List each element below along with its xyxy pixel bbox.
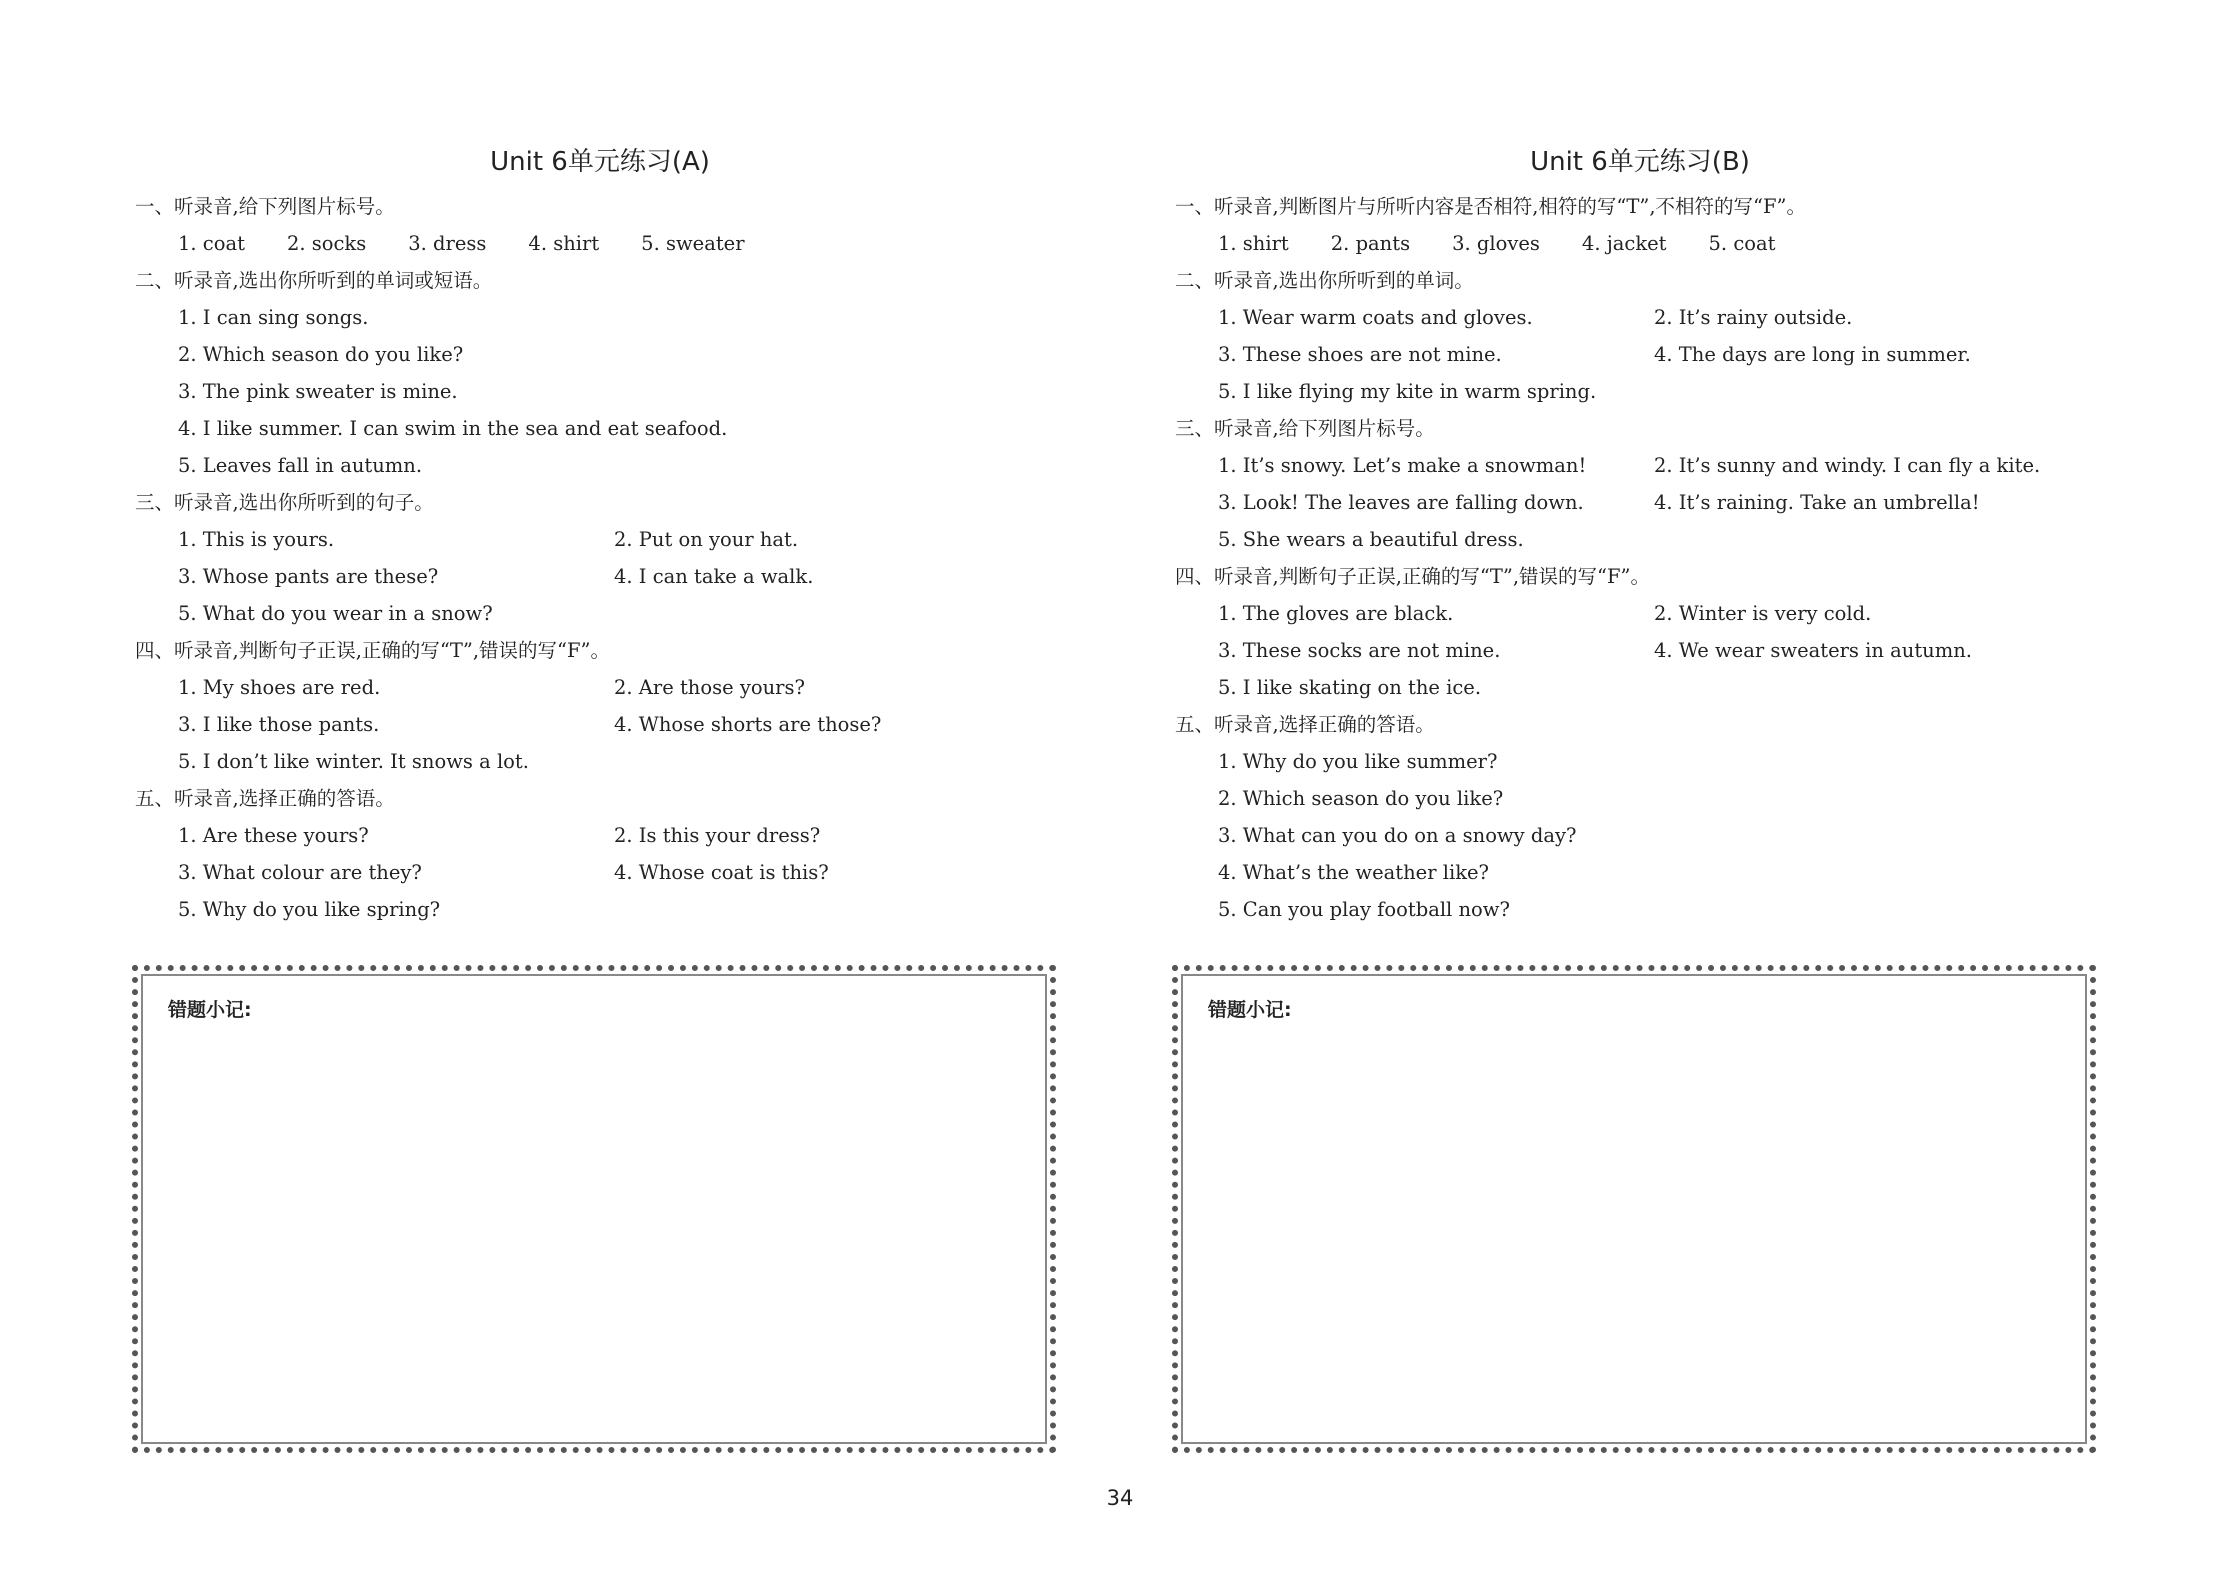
- list-row: [1175, 336, 2105, 373]
- item-text: 5. Leaves fall in autumn.: [178, 454, 423, 477]
- word-item: 3. dress: [408, 232, 487, 255]
- section-3-heading: 三、听录音,选出你所听到的句子。: [135, 491, 434, 514]
- list-item: [135, 373, 1065, 410]
- list-item: [135, 410, 1065, 447]
- item-text: 2. Which season do you like?: [178, 343, 464, 366]
- item-text: 1. Are these yours?: [178, 824, 369, 847]
- list-item: [1175, 817, 2105, 854]
- section-2-heading: 二、听录音,选出你所听到的单词或短语。: [135, 269, 493, 292]
- item-text: 2. Winter is very cold.: [1654, 602, 1872, 625]
- item-text: 3. These shoes are not mine.: [1218, 343, 1502, 366]
- notes-label: 错题小记:: [1208, 999, 1292, 1021]
- list-row: [1175, 299, 2105, 336]
- word-item: 2. socks: [286, 232, 367, 255]
- list-item: [135, 336, 1065, 373]
- word-item: 1. coat: [178, 232, 245, 255]
- item-text: 3. Whose pants are these?: [178, 565, 439, 588]
- mistake-notes-box[interactable]: [132, 965, 1056, 1453]
- item-text: 2. It’s rainy outside.: [1654, 306, 1853, 329]
- list-item: [1175, 780, 2105, 817]
- item-text: 1. My shoes are red.: [178, 676, 381, 699]
- item-text: 3. What can you do on a snowy day?: [1218, 824, 1577, 847]
- word-item: 5. sweater: [641, 232, 745, 255]
- section-1-words: [1175, 225, 2105, 262]
- list-row: [135, 891, 1065, 928]
- list-row: [1175, 595, 2105, 632]
- section-3-heading: 三、听录音,给下列图片标号。: [1175, 417, 1435, 440]
- list-row: [1175, 373, 2105, 410]
- list-item: [135, 299, 1065, 336]
- list-row: [1175, 484, 2105, 521]
- section-4-heading: 四、听录音,判断句子正误,正确的写“T”,错误的写“F”。: [1175, 565, 1651, 588]
- list-row: [135, 521, 1065, 558]
- list-row: [135, 595, 1065, 632]
- item-text: 1. Wear warm coats and gloves.: [1218, 306, 1533, 329]
- list-row: [1175, 447, 2105, 484]
- item-text: 4. We wear sweaters in autumn.: [1654, 639, 1972, 662]
- item-text: 5. I like skating on the ice.: [1218, 676, 1482, 699]
- list-row: [135, 854, 1065, 891]
- section-5-heading: 五、听录音,选择正确的答语。: [1175, 713, 1435, 736]
- item-text: 4. Whose shorts are those?: [614, 713, 882, 736]
- word-item: 2. pants: [1330, 232, 1411, 255]
- item-text: 3. Look! The leaves are falling down.: [1218, 491, 1584, 514]
- worksheet-a: [135, 140, 1065, 928]
- item-text: 2. Are those yours?: [614, 676, 805, 699]
- word-item: 5. coat: [1708, 232, 1776, 255]
- list-row: [135, 817, 1065, 854]
- worksheet-b: [1175, 140, 2105, 928]
- list-row: [1175, 632, 2105, 669]
- mistake-notes-box[interactable]: [1172, 965, 2096, 1453]
- item-text: 5. She wears a beautiful dress.: [1218, 528, 1524, 551]
- item-text: 2. Put on your hat.: [614, 528, 799, 551]
- list-item: [1175, 854, 2105, 891]
- worksheet-title: Unit 6单元练习(B): [1530, 147, 1750, 177]
- item-text: 3. What colour are they?: [178, 861, 422, 884]
- word-item: 4. jacket: [1581, 232, 1667, 255]
- item-text: 1. It’s snowy. Let’s make a snowman!: [1218, 454, 1587, 477]
- list-item: [1175, 891, 2105, 928]
- section-1-heading: 一、听录音,判断图片与所听内容是否相符,相符的写“T”,不相符的写“F”。: [1175, 195, 1807, 218]
- item-text: 1. Why do you like summer?: [1218, 750, 1498, 773]
- notes-label: 错题小记:: [168, 999, 252, 1021]
- item-text: 5. What do you wear in a snow?: [178, 602, 493, 625]
- item-text: 3. I like those pants.: [178, 713, 380, 736]
- item-text: 2. Is this your dress?: [614, 824, 821, 847]
- list-item: [135, 447, 1065, 484]
- word-item: 4. shirt: [528, 232, 600, 255]
- item-text: 5. Why do you like spring?: [178, 898, 441, 921]
- item-text: 1. This is yours.: [178, 528, 335, 551]
- list-row: [135, 669, 1065, 706]
- word-item: 1. shirt: [1218, 232, 1289, 255]
- item-text: 1. I can sing songs.: [178, 306, 369, 329]
- item-text: 4. I like summer. I can swim in the sea and eat seafood.: [178, 417, 728, 440]
- item-text: 2. It’s sunny and windy. I can fly a kite.: [1654, 454, 2041, 477]
- item-text: 3. The pink sweater is mine.: [178, 380, 458, 403]
- section-1-heading: 一、听录音,给下列图片标号。: [135, 195, 395, 218]
- list-item: [1175, 743, 2105, 780]
- page-number: 34: [1106, 1486, 1134, 1510]
- section-1-words: [135, 225, 1065, 262]
- item-text: 5. I like flying my kite in warm spring.: [1218, 380, 1597, 403]
- item-text: 2. Which season do you like?: [1218, 787, 1504, 810]
- word-item: 3. gloves: [1452, 232, 1540, 255]
- list-row: [1175, 521, 2105, 558]
- list-row: [135, 743, 1065, 780]
- item-text: 3. These socks are not mine.: [1218, 639, 1501, 662]
- worksheet-title: Unit 6单元练习(A): [490, 147, 710, 177]
- item-text: 4. What’s the weather like?: [1218, 861, 1490, 884]
- section-2-heading: 二、听录音,选出你所听到的单词。: [1175, 269, 1474, 292]
- list-row: [135, 706, 1065, 743]
- list-row: [135, 558, 1065, 595]
- list-row: [1175, 669, 2105, 706]
- item-text: 4. Whose coat is this?: [614, 861, 829, 884]
- item-text: 4. I can take a walk.: [614, 565, 814, 588]
- section-4-heading: 四、听录音,判断句子正误,正确的写“T”,错误的写“F”。: [135, 639, 611, 662]
- item-text: 5. I don’t like winter. It snows a lot.: [178, 750, 529, 773]
- item-text: 4. It’s raining. Take an umbrella!: [1654, 491, 1980, 514]
- section-5-heading: 五、听录音,选择正确的答语。: [135, 787, 395, 810]
- item-text: 4. The days are long in summer.: [1654, 343, 1971, 366]
- item-text: 5. Can you play football now?: [1218, 898, 1510, 921]
- item-text: 1. The gloves are black.: [1218, 602, 1454, 625]
